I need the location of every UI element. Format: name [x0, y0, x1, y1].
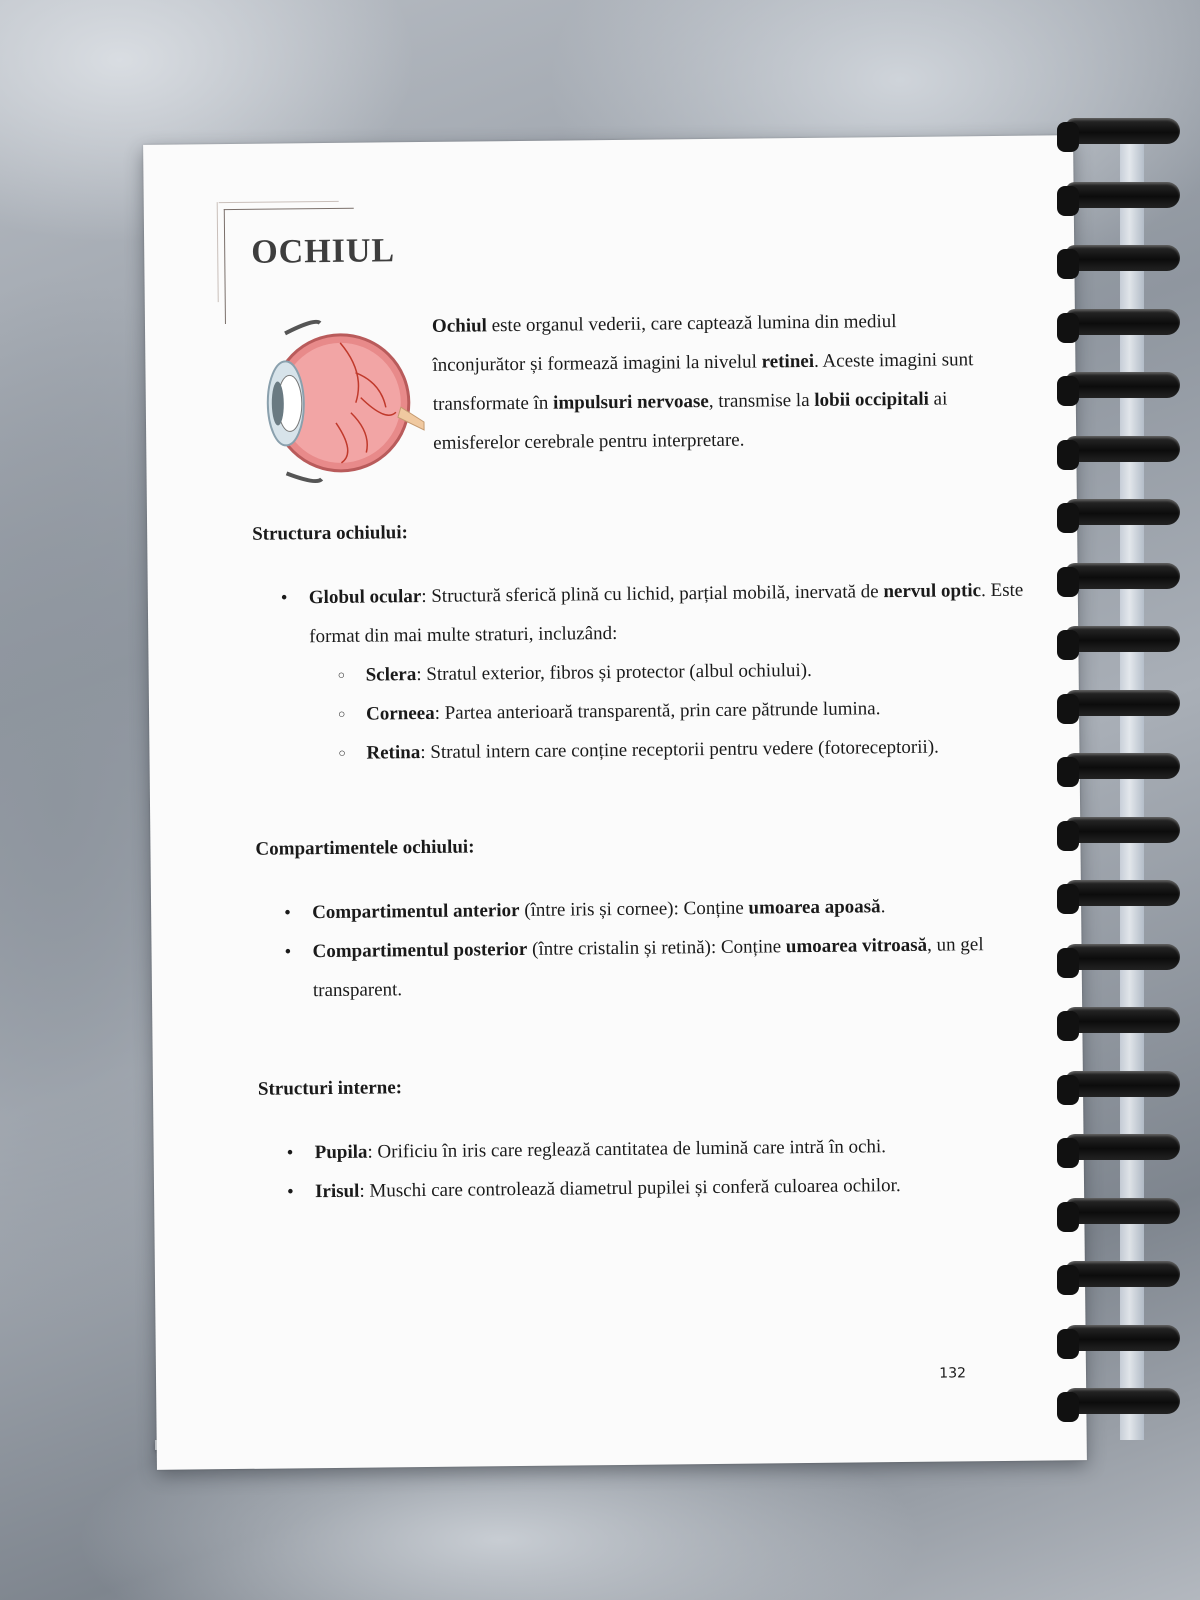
section-heading-structuri-interne: Structuri interne: — [257, 1077, 403, 1100]
structura-sublist — [309, 648, 1050, 773]
intro-text: , transmise la — [708, 389, 815, 412]
compartimente-list — [256, 885, 1053, 1010]
binding-coil — [1065, 880, 1180, 906]
item-text: (între iris și cornee): Conține — [519, 897, 749, 922]
item-text: : Orificiu în iris care reglează cantitatea de lumină care intră în ochi. — [367, 1136, 887, 1163]
binding-coil — [1065, 372, 1180, 398]
item-text: : Partea anterioară transparentă, prin care pătrunde lumina. — [434, 698, 881, 724]
item-term: Irisul — [314, 1180, 360, 1203]
title-frame-decoration — [217, 202, 219, 302]
binding-coil — [1065, 245, 1180, 271]
binding-coil — [1065, 1134, 1180, 1160]
item-term: Pupila — [314, 1141, 368, 1164]
binding-coil — [1065, 1261, 1180, 1287]
binding-coil — [1065, 182, 1180, 208]
binding-coil — [1065, 817, 1180, 843]
item-term: Compartimentul anterior — [312, 900, 520, 924]
item-term: nervul optic — [883, 580, 982, 603]
item-text: : Muschi care controlează diametrul pupilei și conferă culoarea ochilor. — [359, 1175, 901, 1202]
item-text: : Stratul intern care conține receptorii pentru vedere (fotoreceptorii). — [420, 736, 939, 764]
page-number: 132 — [939, 1365, 967, 1382]
binding-coil — [1065, 1388, 1180, 1414]
item-text: : Stratul exterior, fibros și protector (albul ochiului). — [416, 659, 812, 686]
intro-term: retinei — [761, 350, 815, 373]
intro-term: lobii occipitali — [814, 388, 929, 411]
binding-coil — [1065, 499, 1180, 525]
binding-coil — [1065, 944, 1180, 970]
intro-term: Ochiul — [431, 315, 488, 337]
intro-paragraph — [432, 301, 994, 463]
item-text: . — [880, 896, 886, 918]
structuri-interne-list — [258, 1125, 1055, 1211]
item-term: umoarea apoasă — [748, 896, 881, 919]
binding-coil — [1065, 563, 1180, 589]
structura-list — [253, 570, 1051, 773]
item-term: Sclera — [365, 664, 417, 686]
binding-coil — [1065, 1198, 1180, 1224]
page-title: OCHIUL — [251, 232, 396, 271]
binding-coil — [1065, 626, 1180, 652]
title-frame-decoration — [224, 209, 226, 324]
item-text: . Este format din mai multe straturi, incluzând: — [309, 579, 1024, 648]
binding-coil — [1065, 309, 1180, 335]
item-text: , un gel transparent. — [312, 934, 984, 1002]
item-term: Retina — [366, 742, 421, 764]
intro-text: ai emisferelor cerebrale pentru interpretare. — [433, 388, 948, 454]
item-term: Compartimentul posterior — [312, 938, 528, 963]
item-text: (între cristalin și retină): Conține — [527, 936, 786, 960]
list-item — [312, 924, 1053, 1010]
binding-coil — [1065, 1071, 1180, 1097]
item-term: Globul ocular — [308, 586, 422, 609]
binding-coil — [1065, 436, 1180, 462]
section-heading-structura: Structura ochiului: — [252, 522, 408, 545]
notebook-page — [143, 135, 1087, 1470]
eye-anatomy-icon — [245, 312, 427, 489]
intro-term: impulsuri nervoase — [553, 390, 709, 414]
sublist-item — [366, 726, 1050, 772]
section-heading-compartimente: Compartimentele ochiului: — [255, 836, 475, 860]
item-term: umoarea vitroasă — [785, 934, 928, 958]
binding-coil — [1065, 753, 1180, 779]
binding-coil — [1065, 1007, 1180, 1033]
binding-coil — [1065, 1325, 1180, 1351]
item-term: Corneea — [365, 702, 435, 725]
binding-coil — [1065, 118, 1180, 144]
title-frame-decoration — [219, 201, 339, 203]
binding-coil — [1065, 690, 1180, 716]
list-item — [315, 1164, 1055, 1211]
intro-text: este organul vederii, care captează lumina din mediul înconjurător și formează imagini la nivelul — [432, 311, 897, 376]
intro-text: . Aceste imagini sunt transformate în — [432, 349, 974, 415]
title-frame-decoration — [224, 208, 354, 210]
item-text: : Structură sferică plină cu lichid, parțial mobilă, inervată de — [421, 581, 884, 608]
list-item — [309, 570, 1051, 773]
